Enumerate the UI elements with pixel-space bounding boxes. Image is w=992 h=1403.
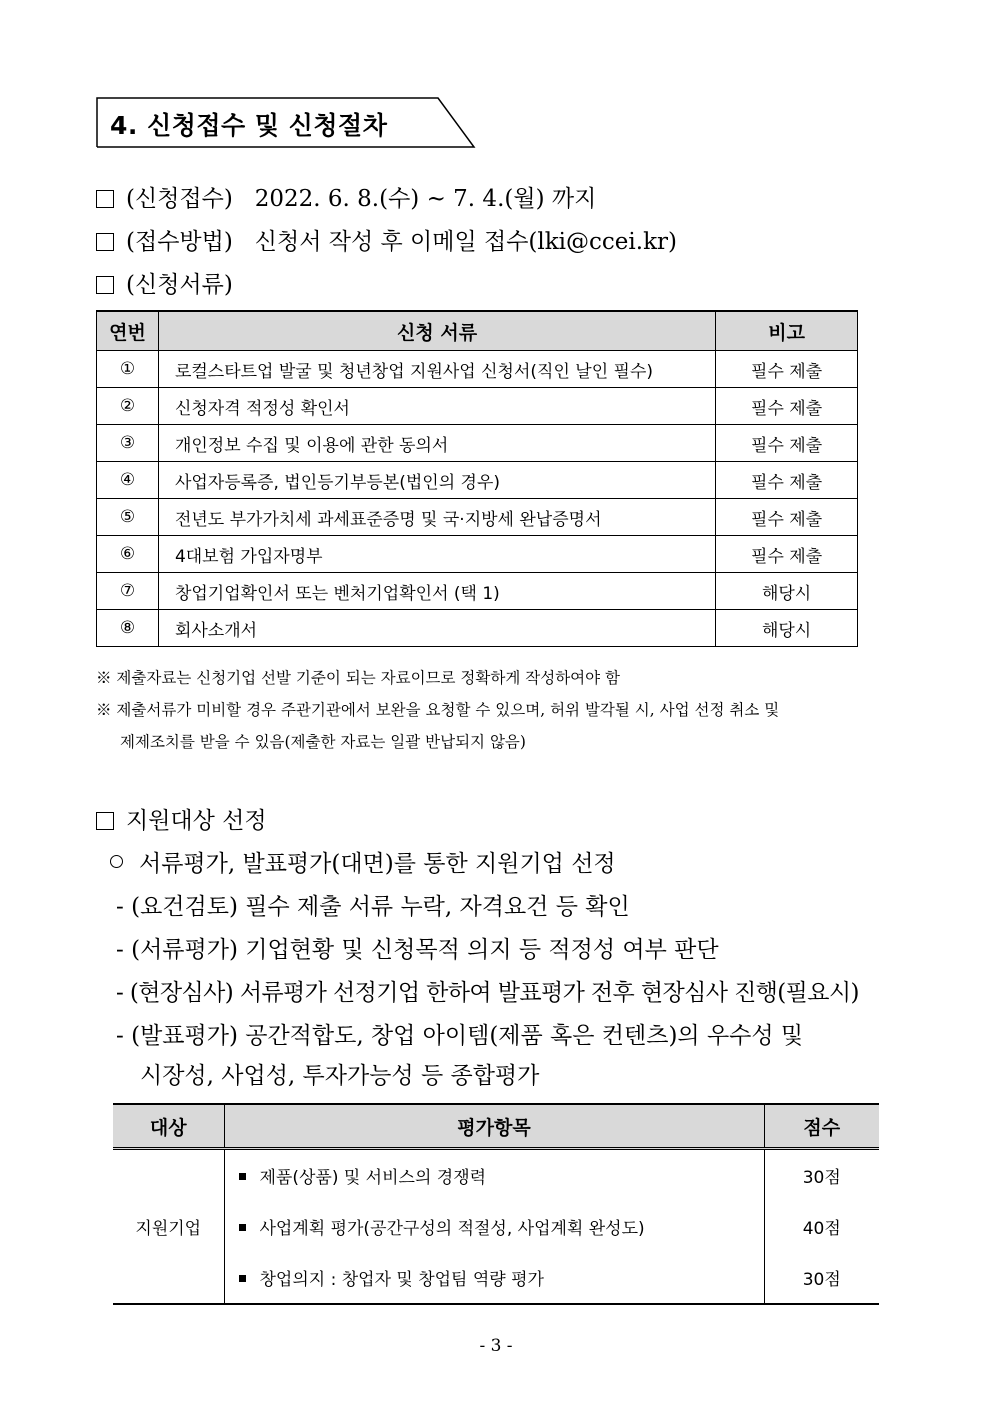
note-1: ※ 제출자료는 신청기업 선발 기준이 되는 자료이므로 정확하게 작성하여야 함 [96, 669, 621, 687]
table-row [113, 1149, 879, 1202]
application-docs-label: (신청서류) [126, 272, 233, 298]
table-row [97, 610, 858, 647]
square-bullet-icon [239, 1173, 246, 1180]
row-note: 필수 제출 [716, 425, 858, 462]
row-num: ② [97, 388, 159, 425]
eval-score: 30점 [764, 1252, 879, 1304]
dash-item: - (서류평가) 기업현황 및 신청목적 의지 등 적정성 여부 판단 [116, 937, 719, 963]
eval-item-text: 사업계획 평가(공간구성의 적절성, 사업계획 완성도) [259, 1219, 645, 1239]
row-note: 필수 제출 [716, 499, 858, 536]
application-period-label: (신청접수) [126, 186, 233, 212]
eval-item [224, 1201, 764, 1252]
row-note: 필수 제출 [716, 351, 858, 388]
table-row [113, 1201, 879, 1252]
header-docs: 신청 서류 [158, 311, 715, 351]
checkbox-square-icon [96, 190, 114, 208]
checkbox-square-icon [96, 812, 114, 830]
eval-score: 40점 [764, 1201, 879, 1252]
row-doc-name: 회사소개서 [158, 610, 715, 647]
table-row [97, 536, 858, 573]
row-doc-name: 4대보험 가입자명부 [158, 536, 715, 573]
evaluation-table-header [113, 1104, 879, 1149]
note-2-cont: 제제조치를 받을 수 있음(제출한 자료는 일괄 반납되지 않음) [120, 733, 526, 751]
row-note: 해당시 [716, 610, 858, 647]
selection-circle-item [110, 845, 616, 878]
row-num: ⑧ [97, 610, 159, 647]
square-bullet-icon [239, 1275, 246, 1282]
row-note: 필수 제출 [716, 388, 858, 425]
dash-item-text: (발표평가) 공간적합도, 창업 아이템(제품 혹은 컨텐츠)의 우수성 및 [131, 1023, 804, 1049]
documents-table-header [97, 311, 858, 351]
documents-table [96, 310, 858, 647]
table-row [97, 351, 858, 388]
header-target: 대상 [113, 1104, 224, 1149]
table-row [97, 573, 858, 610]
application-docs [96, 266, 233, 299]
header-num: 연번 [97, 311, 159, 351]
dash-item-text: (요건검토) 필수 제출 서류 누락, 자격요건 등 확인 [131, 894, 630, 920]
row-doc-name: 창업기업확인서 또는 벤처기업확인서 (택 1) [158, 573, 715, 610]
eval-item-text: 제품(상품) 및 서비스의 경쟁력 [259, 1168, 487, 1188]
row-note: 해당시 [716, 573, 858, 610]
row-num: ⑥ [97, 536, 159, 573]
table-row [97, 388, 858, 425]
row-num: ⑤ [97, 499, 159, 536]
row-num: ① [97, 351, 159, 388]
eval-target: 지원기업 [113, 1149, 224, 1305]
table-row [97, 499, 858, 536]
row-num: ④ [97, 462, 159, 499]
dash-item: - (현장심사) 서류평가 선정기업 한하여 발표평가 전후 현장심사 진행(필요시) [116, 980, 859, 1006]
header-note: 비고 [716, 311, 858, 351]
row-doc-name: 사업자등록증, 법인등기부등본(법인의 경우) [158, 462, 715, 499]
selection-heading [96, 802, 267, 835]
checkbox-square-icon [96, 233, 114, 251]
row-note: 필수 제출 [716, 536, 858, 573]
row-doc-name: 개인정보 수집 및 이용에 관한 동의서 [158, 425, 715, 462]
section-heading [96, 97, 476, 148]
row-num: ③ [97, 425, 159, 462]
dash-item: - (요건검토) 필수 제출 서류 누락, 자격요건 등 확인 [116, 894, 630, 920]
section-title: 4. 신청접수 및 신청절차 [110, 111, 388, 140]
table-row [113, 1252, 879, 1304]
evaluation-table [113, 1103, 879, 1305]
row-doc-name: 전년도 부가가치세 과세표준증명 및 국·지방세 완납증명서 [158, 499, 715, 536]
row-note: 필수 제출 [716, 462, 858, 499]
application-method-label: (접수방법) [126, 229, 233, 255]
square-bullet-icon [239, 1224, 246, 1231]
page-number: - 3 - [479, 1336, 513, 1356]
eval-item-text: 창업의지 : 창업자 및 창업팀 역량 평가 [259, 1270, 544, 1290]
dash-item-text: (서류평가) 기업현황 및 신청목적 의지 등 적정성 여부 판단 [131, 937, 719, 963]
circle-bullet-icon [110, 855, 123, 868]
application-method [96, 223, 677, 256]
header-score: 점수 [764, 1104, 879, 1149]
application-period [96, 180, 596, 213]
dash-item-text: (현장심사) 서류평가 선정기업 한하여 발표평가 전후 현장심사 진행(필요시) [129, 980, 859, 1006]
application-method-value: 신청서 작성 후 이메일 접수(lki@ccei.kr) [254, 229, 677, 255]
eval-score: 30점 [764, 1149, 879, 1202]
row-doc-name: 로컬스타트업 발굴 및 청년창업 지원사업 신청서(직인 날인 필수) [158, 351, 715, 388]
eval-item [224, 1252, 764, 1304]
header-items: 평가항목 [224, 1104, 764, 1149]
dash-item-cont: 시장성, 사업성, 투자가능성 등 종합평가 [140, 1063, 540, 1089]
checkbox-square-icon [96, 276, 114, 294]
eval-item [224, 1149, 764, 1202]
selection-heading-text: 지원대상 선정 [126, 808, 267, 834]
row-num: ⑦ [97, 573, 159, 610]
table-row [97, 462, 858, 499]
table-row [97, 425, 858, 462]
application-period-value: 2022. 6. 8.(수) ~ 7. 4.(월) 까지 [254, 186, 597, 212]
selection-circle-text: 서류평가, 발표평가(대면)를 통한 지원기업 선정 [139, 851, 616, 877]
note-2: ※ 제출서류가 미비할 경우 주관기관에서 보완을 요청할 수 있으며, 허위 발각될 시, 사업 선정 취소 및 [96, 701, 780, 719]
dash-item: - (발표평가) 공간적합도, 창업 아이템(제품 혹은 컨텐츠)의 우수성 및 [116, 1023, 804, 1049]
row-doc-name: 신청자격 적정성 확인서 [158, 388, 715, 425]
